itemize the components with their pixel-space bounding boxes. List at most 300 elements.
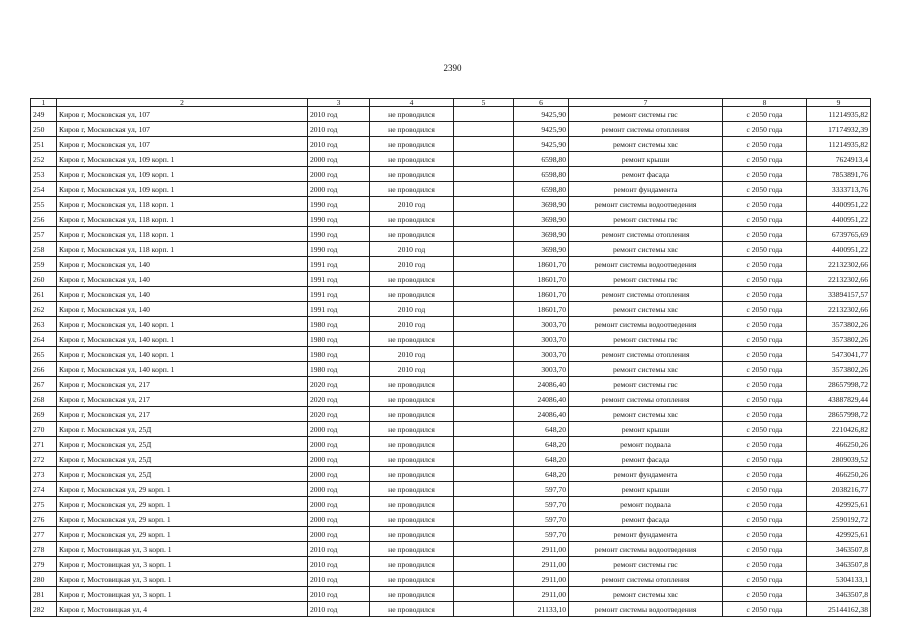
row-number-cell: 269 — [31, 407, 57, 422]
last-repair-year-cell: не проводился — [370, 437, 454, 452]
col-5-cell — [454, 392, 514, 407]
column-header-8: 8 — [723, 99, 807, 107]
last-repair-year-cell: не проводился — [370, 227, 454, 242]
last-repair-year-cell: не проводился — [370, 272, 454, 287]
planned-period-cell: с 2050 года — [723, 302, 807, 317]
build-year-cell: 1991 год — [308, 272, 370, 287]
col-5-cell — [454, 317, 514, 332]
area-cell: 3698,90 — [514, 227, 569, 242]
repair-schedule-table — [30, 98, 871, 617]
table-row — [31, 572, 871, 587]
cost-cell: 22132302,66 — [807, 302, 871, 317]
area-cell: 21133,10 — [514, 602, 569, 617]
cost-cell: 5473041,77 — [807, 347, 871, 362]
col-5-cell — [454, 347, 514, 362]
build-year-cell: 1990 год — [308, 212, 370, 227]
address-cell: Киров г, Мостовицкая ул, 3 корп. 1 — [57, 587, 308, 602]
area-cell: 597,70 — [514, 527, 569, 542]
area-cell: 3003,70 — [514, 362, 569, 377]
area-cell: 3698,90 — [514, 197, 569, 212]
repair-type-cell: ремонт системы гвс — [569, 272, 723, 287]
address-cell: Киров г, Московская ул, 107 — [57, 137, 308, 152]
last-repair-year-cell: не проводился — [370, 497, 454, 512]
table-row — [31, 467, 871, 482]
last-repair-year-cell: не проводился — [370, 137, 454, 152]
column-header-9: 9 — [807, 99, 871, 107]
col-5-cell — [454, 362, 514, 377]
area-cell: 3003,70 — [514, 317, 569, 332]
repair-type-cell: ремонт системы отопления — [569, 347, 723, 362]
area-cell: 24086,40 — [514, 377, 569, 392]
cost-cell: 2809039,52 — [807, 452, 871, 467]
area-cell: 6598,80 — [514, 182, 569, 197]
cost-cell: 3573802,26 — [807, 362, 871, 377]
table-row — [31, 302, 871, 317]
table-row — [31, 422, 871, 437]
address-cell: Киров г, Московская ул, 118 корп. 1 — [57, 227, 308, 242]
col-5-cell — [454, 587, 514, 602]
column-header-6: 6 — [514, 99, 569, 107]
build-year-cell: 2000 год — [308, 467, 370, 482]
row-number-cell: 278 — [31, 542, 57, 557]
area-cell: 597,70 — [514, 497, 569, 512]
address-cell: Киров г, Московская ул, 118 корп. 1 — [57, 197, 308, 212]
address-cell: Киров г, Московская ул, 140 — [57, 257, 308, 272]
cost-cell: 25144162,38 — [807, 602, 871, 617]
row-number-cell: 254 — [31, 182, 57, 197]
column-header-7: 7 — [569, 99, 723, 107]
planned-period-cell: с 2050 года — [723, 527, 807, 542]
last-repair-year-cell: 2010 год — [370, 347, 454, 362]
planned-period-cell: с 2050 года — [723, 272, 807, 287]
build-year-cell: 2000 год — [308, 527, 370, 542]
row-number-cell: 270 — [31, 422, 57, 437]
col-5-cell — [454, 122, 514, 137]
column-header-1: 1 — [31, 99, 57, 107]
area-cell: 3698,90 — [514, 212, 569, 227]
repair-type-cell: ремонт фасада — [569, 452, 723, 467]
area-cell: 9425,90 — [514, 122, 569, 137]
repair-type-cell: ремонт системы гвс — [569, 332, 723, 347]
col-5-cell — [454, 452, 514, 467]
column-header-2: 2 — [57, 99, 308, 107]
planned-period-cell: с 2050 года — [723, 107, 807, 122]
build-year-cell: 2000 год — [308, 452, 370, 467]
planned-period-cell: с 2050 года — [723, 332, 807, 347]
last-repair-year-cell: не проводился — [370, 572, 454, 587]
area-cell: 6598,80 — [514, 167, 569, 182]
repair-type-cell: ремонт системы гвс — [569, 107, 723, 122]
last-repair-year-cell: не проводился — [370, 122, 454, 137]
cost-cell: 28657998,72 — [807, 407, 871, 422]
address-cell: Киров г, Московская ул, 217 — [57, 377, 308, 392]
table-row — [31, 377, 871, 392]
build-year-cell: 1991 год — [308, 287, 370, 302]
repair-type-cell: ремонт фундамента — [569, 182, 723, 197]
address-cell: Киров г, Мостовицкая ул, 3 корп. 1 — [57, 572, 308, 587]
address-cell: Киров г, Московская ул, 217 — [57, 407, 308, 422]
column-header-5: 5 — [454, 99, 514, 107]
cost-cell: 429925,61 — [807, 527, 871, 542]
cost-cell: 3333713,76 — [807, 182, 871, 197]
address-cell: Киров г, Московская ул, 25Д — [57, 437, 308, 452]
repair-type-cell: ремонт фундамента — [569, 527, 723, 542]
area-cell: 18601,70 — [514, 287, 569, 302]
area-cell: 6598,80 — [514, 152, 569, 167]
area-cell: 2911,00 — [514, 587, 569, 602]
table-header-row — [31, 99, 871, 107]
row-number-cell: 267 — [31, 377, 57, 392]
row-number-cell: 252 — [31, 152, 57, 167]
last-repair-year-cell: 2010 год — [370, 257, 454, 272]
last-repair-year-cell: не проводился — [370, 422, 454, 437]
page-number: 2390 — [443, 63, 462, 73]
row-number-cell: 250 — [31, 122, 57, 137]
last-repair-year-cell: 2010 год — [370, 362, 454, 377]
cost-cell: 4400951,22 — [807, 197, 871, 212]
address-cell: Киров г, Московская ул, 109 корп. 1 — [57, 167, 308, 182]
row-number-cell: 273 — [31, 467, 57, 482]
build-year-cell: 1991 год — [308, 302, 370, 317]
build-year-cell: 1990 год — [308, 197, 370, 212]
col-5-cell — [454, 242, 514, 257]
col-5-cell — [454, 377, 514, 392]
planned-period-cell: с 2050 года — [723, 287, 807, 302]
last-repair-year-cell: не проводился — [370, 182, 454, 197]
col-5-cell — [454, 302, 514, 317]
cost-cell: 11214935,82 — [807, 107, 871, 122]
cost-cell: 4400951,22 — [807, 242, 871, 257]
area-cell: 597,70 — [514, 512, 569, 527]
row-number-cell: 277 — [31, 527, 57, 542]
planned-period-cell: с 2050 года — [723, 512, 807, 527]
build-year-cell: 2000 год — [308, 437, 370, 452]
area-cell: 24086,40 — [514, 392, 569, 407]
last-repair-year-cell: не проводился — [370, 542, 454, 557]
address-cell: Киров г, Московская ул, 140 — [57, 287, 308, 302]
last-repair-year-cell: не проводился — [370, 587, 454, 602]
repair-type-cell: ремонт подвала — [569, 437, 723, 452]
table-row — [31, 287, 871, 302]
row-number-cell: 282 — [31, 602, 57, 617]
area-cell: 2911,00 — [514, 557, 569, 572]
col-5-cell — [454, 152, 514, 167]
cost-cell: 11214935,82 — [807, 137, 871, 152]
table-row — [31, 272, 871, 287]
column-header-3: 3 — [308, 99, 370, 107]
col-5-cell — [454, 137, 514, 152]
table-row — [31, 497, 871, 512]
table-row — [31, 257, 871, 272]
cost-cell: 7624913,4 — [807, 152, 871, 167]
cost-cell: 3463507,8 — [807, 557, 871, 572]
planned-period-cell: с 2050 года — [723, 377, 807, 392]
repair-type-cell: ремонт крыши — [569, 482, 723, 497]
address-cell: Киров г. Московская ул, 25Д — [57, 422, 308, 437]
last-repair-year-cell: 2010 год — [370, 197, 454, 212]
col-5-cell — [454, 182, 514, 197]
table-row — [31, 437, 871, 452]
repair-type-cell: ремонт системы водоотведения — [569, 602, 723, 617]
col-5-cell — [454, 227, 514, 242]
area-cell: 3698,90 — [514, 242, 569, 257]
table-row — [31, 602, 871, 617]
col-5-cell — [454, 407, 514, 422]
build-year-cell: 1980 год — [308, 332, 370, 347]
repair-type-cell: ремонт системы хвс — [569, 407, 723, 422]
table-row — [31, 122, 871, 137]
area-cell: 648,20 — [514, 437, 569, 452]
planned-period-cell: с 2050 года — [723, 152, 807, 167]
cost-cell: 429925,61 — [807, 497, 871, 512]
row-number-cell: 260 — [31, 272, 57, 287]
row-number-cell: 272 — [31, 452, 57, 467]
last-repair-year-cell: не проводился — [370, 407, 454, 422]
repair-type-cell: ремонт системы водоотведения — [569, 197, 723, 212]
repair-type-cell: ремонт системы хвс — [569, 587, 723, 602]
address-cell: Киров г, Мостовицкая ул, 3 корп. 1 — [57, 557, 308, 572]
cost-cell: 466250,26 — [807, 467, 871, 482]
col-5-cell — [454, 512, 514, 527]
last-repair-year-cell: не проводился — [370, 377, 454, 392]
repair-type-cell: ремонт крыши — [569, 422, 723, 437]
build-year-cell: 2000 год — [308, 152, 370, 167]
repair-type-cell: ремонт системы водоотведения — [569, 257, 723, 272]
repair-type-cell: ремонт системы хвс — [569, 362, 723, 377]
repair-type-cell: ремонт фасада — [569, 167, 723, 182]
planned-period-cell: с 2050 года — [723, 347, 807, 362]
build-year-cell: 2010 год — [308, 557, 370, 572]
cost-cell: 6739765,69 — [807, 227, 871, 242]
address-cell: Киров г, Московская ул, 25Д — [57, 467, 308, 482]
last-repair-year-cell: не проводился — [370, 167, 454, 182]
repair-type-cell: ремонт крыши — [569, 152, 723, 167]
build-year-cell: 2000 год — [308, 422, 370, 437]
repair-type-cell: ремонт системы отопления — [569, 122, 723, 137]
last-repair-year-cell: 2010 год — [370, 317, 454, 332]
planned-period-cell: с 2050 года — [723, 212, 807, 227]
table-row — [31, 212, 871, 227]
planned-period-cell: с 2050 года — [723, 587, 807, 602]
col-5-cell — [454, 272, 514, 287]
planned-period-cell: с 2050 года — [723, 182, 807, 197]
area-cell: 648,20 — [514, 467, 569, 482]
row-number-cell: 262 — [31, 302, 57, 317]
last-repair-year-cell: не проводился — [370, 107, 454, 122]
last-repair-year-cell: 2010 год — [370, 242, 454, 257]
address-cell: Киров г, Московская ул, 140 корп. 1 — [57, 317, 308, 332]
row-number-cell: 253 — [31, 167, 57, 182]
cost-cell: 3573802,26 — [807, 317, 871, 332]
table-row — [31, 107, 871, 122]
col-5-cell — [454, 602, 514, 617]
planned-period-cell: с 2050 года — [723, 482, 807, 497]
col-5-cell — [454, 467, 514, 482]
address-cell: Киров г, Московская ул, 140 — [57, 302, 308, 317]
table-row — [31, 542, 871, 557]
area-cell: 2911,00 — [514, 542, 569, 557]
address-cell: Киров г, Московская ул, 29 корп. 1 — [57, 482, 308, 497]
table-row — [31, 362, 871, 377]
col-5-cell — [454, 527, 514, 542]
col-5-cell — [454, 212, 514, 227]
row-number-cell: 261 — [31, 287, 57, 302]
planned-period-cell: с 2050 года — [723, 557, 807, 572]
table-row — [31, 182, 871, 197]
build-year-cell: 2000 год — [308, 497, 370, 512]
repair-type-cell: ремонт системы отопления — [569, 227, 723, 242]
area-cell: 648,20 — [514, 452, 569, 467]
last-repair-year-cell: не проводился — [370, 527, 454, 542]
address-cell: Киров г, Мостовицкая ул, 4 — [57, 602, 308, 617]
last-repair-year-cell: не проводился — [370, 512, 454, 527]
table-row — [31, 227, 871, 242]
planned-period-cell: с 2050 года — [723, 227, 807, 242]
cost-cell: 2590192,72 — [807, 512, 871, 527]
row-number-cell: 276 — [31, 512, 57, 527]
cost-cell: 28657998,72 — [807, 377, 871, 392]
build-year-cell: 2000 год — [308, 482, 370, 497]
table-row — [31, 407, 871, 422]
table-row — [31, 167, 871, 182]
cost-cell: 7853891,76 — [807, 167, 871, 182]
area-cell: 648,20 — [514, 422, 569, 437]
cost-cell: 3573802,26 — [807, 332, 871, 347]
address-cell: Киров г, Московская ул, 118 корп. 1 — [57, 212, 308, 227]
table-row — [31, 512, 871, 527]
col-5-cell — [454, 332, 514, 347]
table-row — [31, 197, 871, 212]
cost-cell: 33894157,57 — [807, 287, 871, 302]
area-cell: 3003,70 — [514, 332, 569, 347]
table-row — [31, 347, 871, 362]
table-row — [31, 482, 871, 497]
col-5-cell — [454, 287, 514, 302]
repair-type-cell: ремонт подвала — [569, 497, 723, 512]
planned-period-cell: с 2050 года — [723, 422, 807, 437]
cost-cell: 5304133,1 — [807, 572, 871, 587]
address-cell: Киров г, Московская ул, 217 — [57, 392, 308, 407]
address-cell: Киров г, Мостовицкая ул, 3 корп. 1 — [57, 542, 308, 557]
planned-period-cell: с 2050 года — [723, 572, 807, 587]
cost-cell: 43887829,44 — [807, 392, 871, 407]
table-row — [31, 332, 871, 347]
area-cell: 18601,70 — [514, 257, 569, 272]
table-row — [31, 242, 871, 257]
last-repair-year-cell: не проводился — [370, 287, 454, 302]
table-row — [31, 587, 871, 602]
last-repair-year-cell: не проводился — [370, 332, 454, 347]
build-year-cell: 2000 год — [308, 167, 370, 182]
build-year-cell: 2000 год — [308, 182, 370, 197]
repair-type-cell: ремонт фасада — [569, 512, 723, 527]
area-cell: 24086,40 — [514, 407, 569, 422]
repair-type-cell: ремонт системы хвс — [569, 137, 723, 152]
table-row — [31, 317, 871, 332]
repair-type-cell: ремонт системы гвс — [569, 377, 723, 392]
build-year-cell: 2010 год — [308, 137, 370, 152]
last-repair-year-cell: не проводился — [370, 392, 454, 407]
cost-cell: 3463507,8 — [807, 542, 871, 557]
repair-type-cell: ремонт системы гвс — [569, 557, 723, 572]
row-number-cell: 258 — [31, 242, 57, 257]
repair-type-cell: ремонт системы водоотведения — [569, 317, 723, 332]
area-cell: 3003,70 — [514, 347, 569, 362]
build-year-cell: 1980 год — [308, 317, 370, 332]
repair-type-cell: ремонт системы отопления — [569, 392, 723, 407]
repair-type-cell: ремонт системы хвс — [569, 302, 723, 317]
build-year-cell: 1990 год — [308, 227, 370, 242]
address-cell: Киров г, Московская ул, 140 корп. 1 — [57, 347, 308, 362]
row-number-cell: 255 — [31, 197, 57, 212]
planned-period-cell: с 2050 года — [723, 392, 807, 407]
area-cell: 2911,00 — [514, 572, 569, 587]
row-number-cell: 266 — [31, 362, 57, 377]
cost-cell: 466250,26 — [807, 437, 871, 452]
area-cell: 9425,90 — [514, 107, 569, 122]
col-5-cell — [454, 107, 514, 122]
area-cell: 9425,90 — [514, 137, 569, 152]
row-number-cell: 257 — [31, 227, 57, 242]
cost-cell: 22132302,66 — [807, 272, 871, 287]
address-cell: Киров г, Московская ул, 29 корп. 1 — [57, 527, 308, 542]
address-cell: Киров г, Московская ул, 107 — [57, 122, 308, 137]
address-cell: Киров г, Московская ул, 109 корп. 1 — [57, 182, 308, 197]
planned-period-cell: с 2050 года — [723, 497, 807, 512]
row-number-cell: 256 — [31, 212, 57, 227]
address-cell: Киров г, Московская ул, 118 корп. 1 — [57, 242, 308, 257]
row-number-cell: 265 — [31, 347, 57, 362]
cost-cell: 22132302,66 — [807, 257, 871, 272]
col-5-cell — [454, 437, 514, 452]
build-year-cell: 2010 год — [308, 572, 370, 587]
cost-cell: 2210426,82 — [807, 422, 871, 437]
planned-period-cell: с 2050 года — [723, 137, 807, 152]
column-header-4: 4 — [370, 99, 454, 107]
row-number-cell: 274 — [31, 482, 57, 497]
last-repair-year-cell: не проводился — [370, 557, 454, 572]
last-repair-year-cell: не проводился — [370, 602, 454, 617]
area-cell: 597,70 — [514, 482, 569, 497]
address-cell: Киров г, Московская ул, 140 — [57, 272, 308, 287]
address-cell: Киров г, Московская ул, 29 корп. 1 — [57, 512, 308, 527]
table-row — [31, 152, 871, 167]
last-repair-year-cell: не проводился — [370, 152, 454, 167]
last-repair-year-cell: не проводился — [370, 482, 454, 497]
build-year-cell: 2010 год — [308, 107, 370, 122]
planned-period-cell: с 2050 года — [723, 197, 807, 212]
build-year-cell: 2020 год — [308, 392, 370, 407]
address-cell: Киров г, Московская ул, 25Д — [57, 452, 308, 467]
address-cell: Киров г, Московская ул, 140 корп. 1 — [57, 362, 308, 377]
col-5-cell — [454, 422, 514, 437]
table-row — [31, 557, 871, 572]
row-number-cell: 264 — [31, 332, 57, 347]
row-number-cell: 275 — [31, 497, 57, 512]
planned-period-cell: с 2050 года — [723, 362, 807, 377]
planned-period-cell: с 2050 года — [723, 242, 807, 257]
table-row — [31, 527, 871, 542]
area-cell: 18601,70 — [514, 302, 569, 317]
planned-period-cell: с 2050 года — [723, 452, 807, 467]
planned-period-cell: с 2050 года — [723, 602, 807, 617]
build-year-cell: 1980 год — [308, 347, 370, 362]
repair-type-cell: ремонт системы хвс — [569, 242, 723, 257]
row-number-cell: 281 — [31, 587, 57, 602]
build-year-cell: 2020 год — [308, 377, 370, 392]
row-number-cell: 271 — [31, 437, 57, 452]
address-cell: Киров г, Московская ул, 109 корп. 1 — [57, 152, 308, 167]
